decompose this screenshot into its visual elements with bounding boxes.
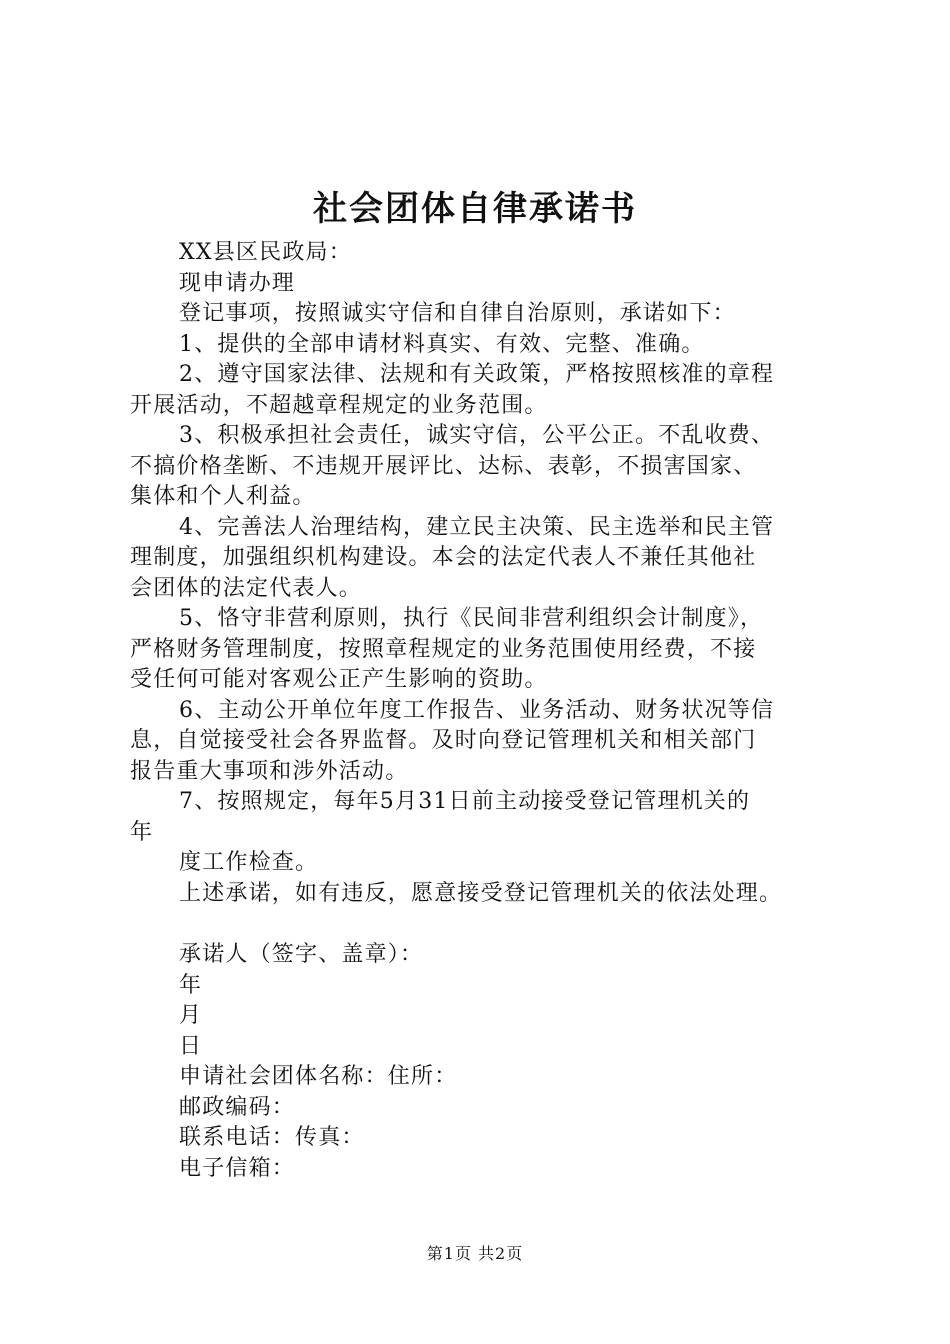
body-line: 理制度，加强组织机构建设。本会的法定代表人不兼任其他社 bbox=[130, 545, 757, 570]
body-line: 会团体的法定代表人。 bbox=[130, 575, 363, 601]
body-line: 开展活动，不超越章程规定的业务范围。 bbox=[130, 392, 548, 418]
body-line: 2、遵守国家法律、法规和有关政策，严格按照核准的章程 bbox=[179, 362, 775, 387]
body-line: 息，自觉接受社会各界监督。及时向登记管理机关和相关部门 bbox=[130, 728, 757, 753]
page-footer: 第1页 共2页 bbox=[426, 1244, 524, 1263]
signature-line: 联系电话：传真： bbox=[179, 1125, 365, 1150]
body-line: 1、提供的全部申请材料真实、有效、完整、准确。 bbox=[179, 331, 705, 357]
document-body bbox=[130, 238, 870, 1184]
body-line: 受任何可能对客观公正产生影响的资助。 bbox=[130, 667, 548, 692]
body-line: 报告重大事项和涉外活动。 bbox=[130, 758, 409, 784]
body-line: 登记事项，按照诚实守信和自律自治原则，承诺如下： bbox=[179, 301, 736, 326]
body-line: 现申请办理 bbox=[179, 270, 296, 296]
signature-line: 邮政编码： bbox=[179, 1094, 296, 1120]
signature-line: 年 bbox=[179, 972, 203, 998]
signature-line: 日 bbox=[179, 1033, 203, 1059]
blank-line bbox=[130, 909, 870, 940]
body-line: 4、完善法人治理结构，建立民主决策、民主选举和民主管 bbox=[179, 514, 775, 540]
body-line: 集体和个人利益。 bbox=[130, 484, 316, 509]
body-line: 7、按照规定，每年5月31日前主动接受登记管理机关的 bbox=[179, 789, 751, 814]
body-paragraphs bbox=[130, 238, 870, 909]
body-line: 不搞价格垄断、不违规开展评比、达标、表彰，不损害国家、 bbox=[130, 453, 757, 479]
body-line: 度工作检查。 bbox=[179, 850, 319, 875]
signature-line: 月 bbox=[179, 1003, 203, 1028]
signature-block bbox=[130, 940, 870, 1184]
signature-line: 承诺人（签字、盖章）： bbox=[179, 942, 424, 967]
signature-line: 电子信箱： bbox=[179, 1155, 296, 1181]
body-line: XX县区民政局： bbox=[179, 240, 352, 265]
body-line: 年 bbox=[130, 819, 154, 845]
body-line: 3、积极承担社会责任，诚实守信，公平公正。不乱收费、 bbox=[179, 423, 775, 448]
body-line: 严格财务管理制度，按照章程规定的业务范围使用经费，不接 bbox=[130, 636, 757, 662]
document-title: 社会团体自律承诺书 bbox=[313, 189, 637, 229]
body-line: 6、主动公开单位年度工作报告、业务活动、财务状况等信 bbox=[179, 697, 775, 723]
body-line: 5、恪守非营利原则，执行《民间非营利组织会计制度》， bbox=[179, 606, 764, 631]
body-line: 上述承诺，如有违反，愿意接受登记管理机关的依法处理。 bbox=[179, 880, 783, 906]
signature-line: 申请社会团体名称：住所： bbox=[179, 1064, 458, 1089]
